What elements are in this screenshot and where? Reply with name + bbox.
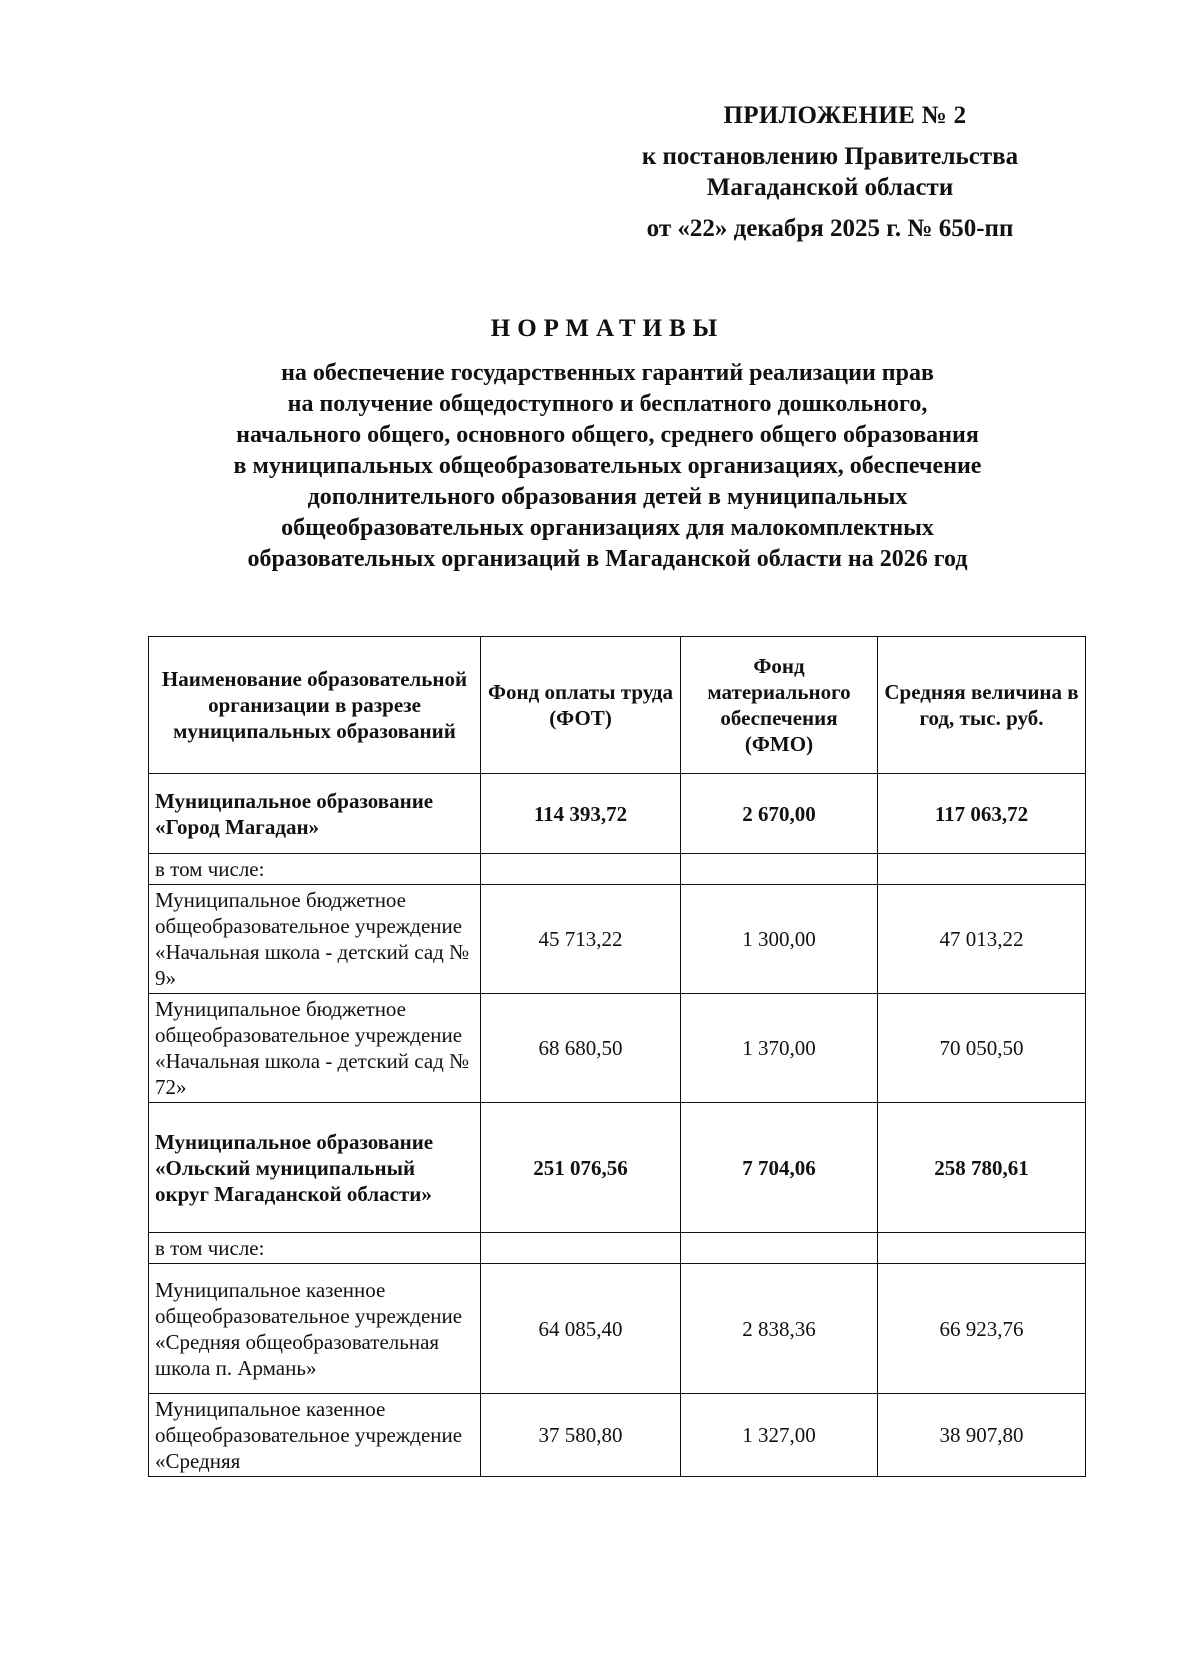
- subtitle-line: образовательных организаций в Магаданской области на 2026 год: [247, 546, 968, 572]
- table-row: [149, 774, 1086, 854]
- cell-fmo: 7 704,06: [681, 1103, 878, 1233]
- cell-fot: [481, 1233, 681, 1264]
- cell-avg: 38 907,80: [878, 1394, 1086, 1477]
- cell-avg: [878, 854, 1086, 885]
- header-average: Средняя величина в год, тыс. руб.: [878, 637, 1086, 774]
- cell-name: Муниципальное образование «Город Магадан»: [149, 774, 481, 854]
- cell-fmo: [681, 1233, 878, 1264]
- cell-fot: 114 393,72: [481, 774, 681, 854]
- cell-name: Муниципальное бюджетное общеобразовательное учреждение «Начальная школа - детский сад № 9»: [149, 885, 481, 994]
- cell-fot: 37 580,80: [481, 1394, 681, 1477]
- cell-fmo: 1 300,00: [681, 885, 878, 994]
- header-fot: Фонд оплаты труда (ФОТ): [481, 637, 681, 774]
- cell-avg: [878, 1233, 1086, 1264]
- table-row: [149, 1394, 1086, 1477]
- appendix-block: [600, 100, 1060, 244]
- subtitle-line: на получение общедоступного и бесплатного дошкольного,: [287, 391, 928, 417]
- cell-avg: 66 923,76: [878, 1264, 1086, 1394]
- cell-fmo: 1 370,00: [681, 994, 878, 1103]
- appendix-title: ПРИЛОЖЕНИЕ № 2: [723, 102, 967, 129]
- appendix-line-1: к постановлению Правительства: [641, 143, 1019, 170]
- cell-fot: 64 085,40: [481, 1264, 681, 1394]
- cell-fot: 251 076,56: [481, 1103, 681, 1233]
- cell-name: в том числе:: [149, 1233, 481, 1264]
- header-fmo: Фонд материального обеспечения (ФМО): [681, 637, 878, 774]
- cell-name: Муниципальное казенное общеобразовательное учреждение «Средняя общеобразовательная школа п. Армань»: [149, 1264, 481, 1394]
- norms-table: [148, 636, 1086, 1477]
- table-row: [149, 1264, 1086, 1394]
- document-title: НОРМАТИВЫ: [490, 315, 725, 342]
- cell-fot: [481, 854, 681, 885]
- cell-avg: 117 063,72: [878, 774, 1086, 854]
- subtitle-line: на обеспечение государственных гарантий реализации прав: [281, 360, 934, 386]
- cell-avg: 258 780,61: [878, 1103, 1086, 1233]
- appendix-line-2: Магаданской области: [706, 174, 954, 201]
- cell-fmo: 1 327,00: [681, 1394, 878, 1477]
- cell-fot: 68 680,50: [481, 994, 681, 1103]
- cell-fmo: 2 670,00: [681, 774, 878, 854]
- subtitle-line: начального общего, основного общего, среднего общего образования: [236, 422, 979, 448]
- document-subtitle: [150, 358, 1065, 575]
- cell-fmo: 2 838,36: [681, 1264, 878, 1394]
- cell-name: Муниципальное бюджетное общеобразовательное учреждение «Начальная школа - детский сад № 72»: [149, 994, 481, 1103]
- subtitle-line: в муниципальных общеобразовательных организациях, обеспечение: [233, 453, 982, 479]
- table-row: [149, 885, 1086, 994]
- table-row: [149, 994, 1086, 1103]
- header-org-name: Наименование образовательной организации в разрезе муниципальных образований: [149, 637, 481, 774]
- cell-avg: 70 050,50: [878, 994, 1086, 1103]
- appendix-date: от «22» декабря 2025 г. № 650-пп: [646, 215, 1014, 242]
- table-row: [149, 1233, 1086, 1264]
- subtitle-line: дополнительного образования детей в муниципальных: [307, 484, 908, 510]
- cell-name: Муниципальное образование «Ольский муниципальный округ Магаданской области»: [149, 1103, 481, 1233]
- cell-avg: 47 013,22: [878, 885, 1086, 994]
- table-row: [149, 1103, 1086, 1233]
- cell-fot: 45 713,22: [481, 885, 681, 994]
- cell-name: в том числе:: [149, 854, 481, 885]
- subtitle-line: общеобразовательных организациях для малокомплектных: [281, 515, 934, 541]
- table-row: [149, 854, 1086, 885]
- cell-name: Муниципальное казенное общеобразовательное учреждение «Средняя: [149, 1394, 481, 1477]
- table-header-row: [149, 637, 1086, 774]
- cell-fmo: [681, 854, 878, 885]
